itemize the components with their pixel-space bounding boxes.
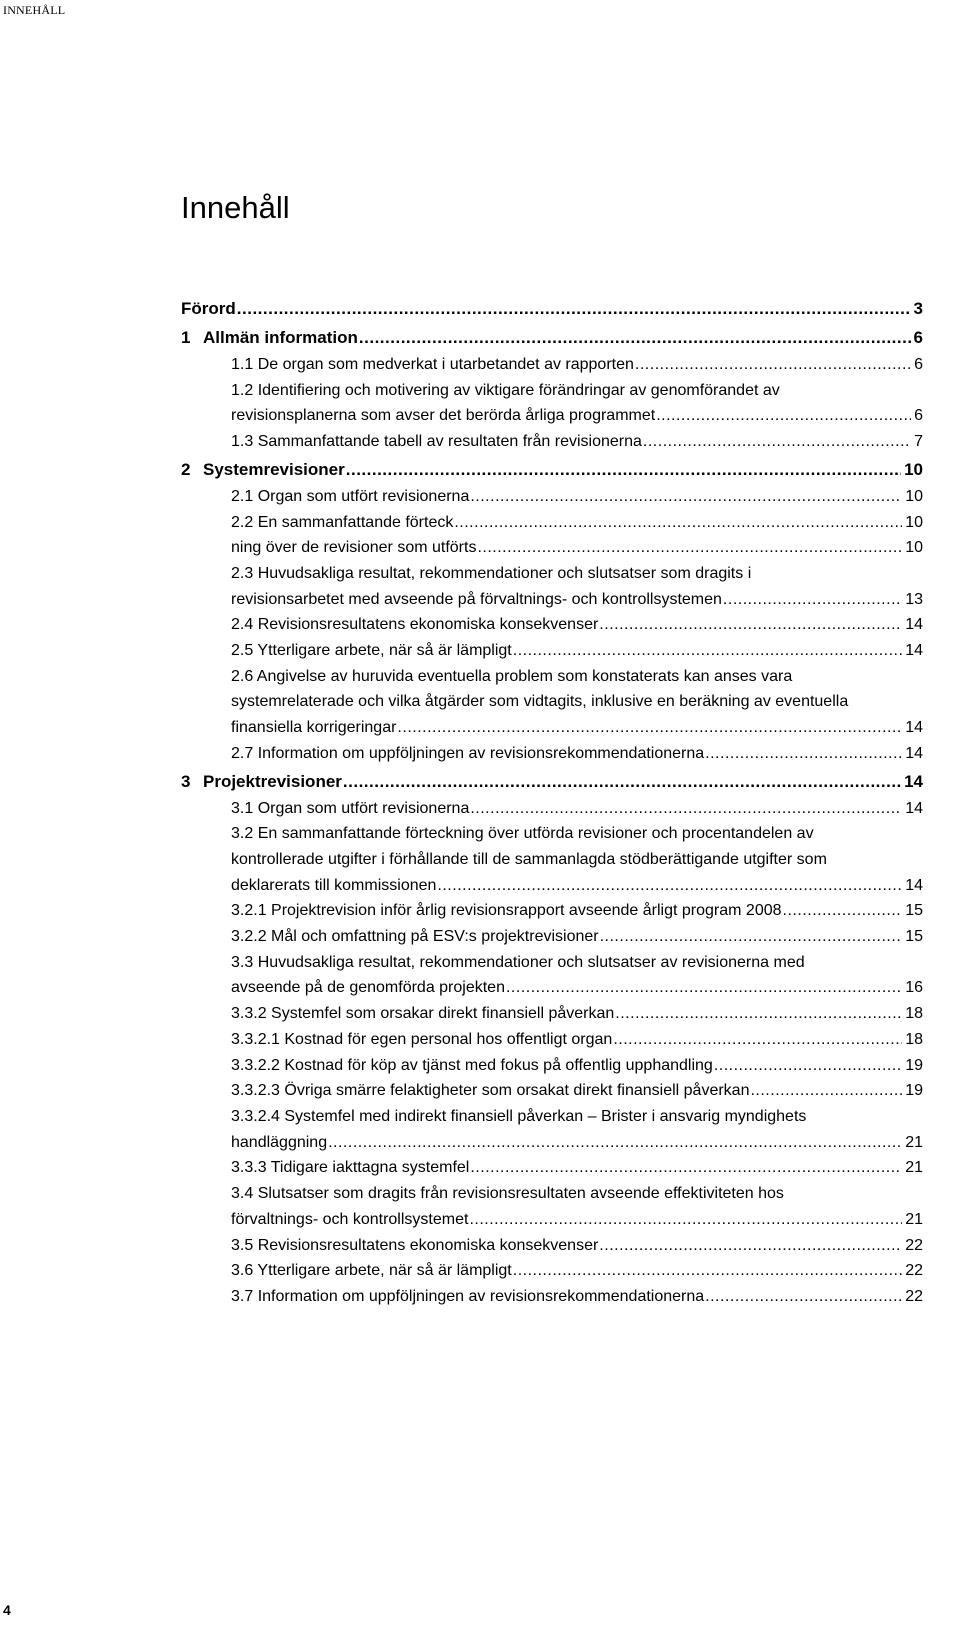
- dot-leader: [513, 638, 902, 664]
- toc-entry-title: [231, 535, 476, 561]
- toc-page-number: 6: [914, 356, 923, 373]
- dot-leader: [613, 1027, 902, 1053]
- toc-entry[interactable]: [181, 561, 923, 612]
- toc-entry-label: 3.5 Revisionsresultatens ekonomiska konsekvenser: [231, 1236, 599, 1254]
- toc-page-number: 14: [905, 642, 923, 660]
- toc-entry-title: [231, 796, 469, 822]
- toc-page-number: 16: [905, 979, 923, 997]
- toc-entry-text-line: 3.2 En sammanfattande förteckning över utförda revisioner och procentandelen av: [231, 825, 814, 843]
- dot-leader: [705, 741, 902, 767]
- toc-entry[interactable]: [181, 510, 923, 536]
- dot-leader: [237, 294, 911, 323]
- toc-entry[interactable]: [181, 352, 923, 378]
- dot-leader: [506, 975, 902, 1001]
- dot-leader: [723, 587, 902, 613]
- toc-page-number: 10: [905, 513, 923, 531]
- table-of-contents: [181, 294, 923, 1310]
- toc-entry-label: Allmän information: [203, 328, 358, 347]
- dot-leader: [600, 924, 903, 950]
- toc-entry-label: avseende på de genomförda projekten: [231, 979, 505, 997]
- toc-entry-title: [231, 1130, 327, 1156]
- toc-entry-label: 3.6 Ytterligare arbete, när så är lämpligt: [231, 1262, 512, 1280]
- toc-page-number: 7: [914, 433, 923, 451]
- toc-entry-title: [231, 1233, 598, 1259]
- toc-entry-label: Projektrevisioner: [203, 771, 342, 791]
- toc-entry-title: [231, 924, 599, 950]
- toc-entry[interactable]: [181, 767, 923, 796]
- toc-entry[interactable]: [181, 924, 923, 950]
- toc-page-number: 10: [904, 459, 923, 479]
- toc-entry-label: 3.2.2 Mål och omfattning på ESV:s projektrevisioner: [231, 928, 599, 946]
- toc-page-number: 22: [905, 1287, 923, 1305]
- toc-entry-title: [231, 1207, 468, 1233]
- toc-entry[interactable]: [181, 1027, 923, 1053]
- toc-entry[interactable]: [181, 1155, 923, 1181]
- toc-entry-title: [231, 715, 396, 741]
- toc-entry[interactable]: [181, 1181, 923, 1232]
- toc-entry-label: 3.1 Organ som utfört revisionerna: [231, 799, 470, 817]
- page-number: 4: [3, 1602, 11, 1618]
- dot-leader: [477, 535, 902, 561]
- page-title: Innehåll: [181, 190, 290, 225]
- toc-entry-label: 2.5 Ytterligare arbete, när så är lämpligt: [231, 642, 512, 660]
- toc-entry-title: [231, 1258, 512, 1284]
- toc-page-number: 18: [905, 1030, 923, 1048]
- dot-leader: [599, 1233, 902, 1259]
- toc-entry-title: [231, 898, 782, 924]
- toc-entry-title: [231, 612, 598, 638]
- toc-entry[interactable]: [181, 323, 923, 352]
- toc-entry-title: [231, 352, 634, 378]
- toc-entry-label: 2.1 Organ som utfört revisionerna: [231, 487, 470, 505]
- toc-entry-label: 3.2.1 Projektrevision inför årlig revisionsrapport avseende årligt program 2008: [231, 902, 782, 920]
- toc-entry-label: Förord: [181, 299, 236, 318]
- toc-section-number: 3: [181, 771, 191, 791]
- toc-page-number: 3: [913, 299, 923, 318]
- toc-entry-title: [231, 1053, 713, 1079]
- toc-entry-text-line: 2.3 Huvudsakliga resultat, rekommendationer och slutsatser som dragits i: [231, 564, 752, 582]
- running-header: INNEHÅLL: [3, 3, 66, 17]
- toc-entry-title: [181, 323, 358, 352]
- toc-entry-label: 2.4 Revisionsresultatens ekonomiska konsekvenser: [231, 616, 599, 634]
- toc-entry-title: [231, 1155, 469, 1181]
- toc-entry-label: 3.7 Information om uppföljningen av revisionsrekommendationerna: [231, 1287, 705, 1305]
- toc-entry-title: [231, 1078, 749, 1104]
- toc-entry[interactable]: [181, 294, 923, 323]
- dot-leader: [469, 1207, 902, 1233]
- toc-entry-label: 2.2 En sammanfattande förteck: [231, 513, 454, 531]
- toc-entry-title: [231, 741, 704, 767]
- toc-entry[interactable]: [181, 1104, 923, 1155]
- toc-page-number: 15: [905, 902, 923, 920]
- dot-leader: [635, 352, 911, 378]
- dot-leader: [513, 1258, 902, 1284]
- dot-leader: [705, 1284, 902, 1310]
- toc-page-number: 10: [905, 539, 923, 557]
- toc-entry-label: 3.3.3 Tidigare iakttagna systemfel: [231, 1159, 470, 1177]
- toc-page-number: 18: [905, 1005, 923, 1023]
- toc-entry-label: handläggning: [231, 1133, 328, 1151]
- toc-entry[interactable]: [181, 796, 923, 822]
- toc-entry-label: ning över de revisioner som utförts: [231, 539, 477, 557]
- toc-section-number: 2: [181, 459, 191, 479]
- dot-leader: [470, 796, 902, 822]
- toc-entry[interactable]: [181, 429, 923, 455]
- dot-leader: [599, 612, 902, 638]
- toc-entry-label: 3.3.2.1 Kostnad för egen personal hos offentligt organ: [231, 1030, 613, 1048]
- toc-entry[interactable]: [181, 1258, 923, 1284]
- toc-entry-label: 3.3.2.3 Övriga smärre felaktigheter som orsakat direkt finansiell påverkan: [231, 1082, 750, 1100]
- toc-entry-title: [181, 767, 342, 796]
- toc-entry[interactable]: [181, 1001, 923, 1027]
- toc-entry-label: deklarerats till kommissionen: [231, 876, 437, 894]
- toc-entry-label: revisionsarbetet med avseende på förvaltnings- och kontrollsystemen: [231, 590, 722, 608]
- toc-page-number: 6: [913, 328, 923, 347]
- toc-entry-title: [181, 455, 345, 484]
- toc-entry-text-line: 3.3.2.4 Systemfel med indirekt finansiell påverkan – Brister i ansvarig myndighets: [231, 1107, 807, 1125]
- toc-page-number: 13: [905, 590, 923, 608]
- dot-leader: [397, 715, 902, 741]
- toc-entry[interactable]: [181, 1233, 923, 1259]
- toc-entry-title: [231, 484, 469, 510]
- dot-leader: [470, 484, 902, 510]
- toc-page-number: 14: [905, 616, 923, 634]
- toc-entry-label: förvaltnings- och kontrollsystemet: [231, 1210, 469, 1228]
- toc-page-number: 14: [905, 876, 923, 894]
- dot-leader: [437, 873, 902, 899]
- toc-page-number: 10: [905, 487, 923, 505]
- toc-entry-text-line: 3.4 Slutsatser som dragits från revisionsresultaten avseende effektiviteten hos: [231, 1185, 784, 1203]
- toc-entry-label: 1.3 Sammanfattande tabell av resultaten från revisionerna: [231, 433, 642, 451]
- toc-page-number: 15: [905, 928, 923, 946]
- toc-entry[interactable]: [181, 664, 923, 741]
- toc-entry-label: Systemrevisioner: [203, 459, 345, 479]
- toc-page-number: 22: [905, 1262, 923, 1280]
- toc-entry-title: [231, 587, 722, 613]
- toc-entry-title: [231, 510, 453, 536]
- toc-page-number: 14: [904, 771, 923, 791]
- toc-page-number: 21: [905, 1210, 923, 1228]
- dot-leader: [656, 403, 911, 429]
- toc-page-number: 21: [905, 1159, 923, 1177]
- toc-entry[interactable]: [181, 378, 923, 429]
- toc-page-number: 14: [905, 719, 923, 737]
- toc-entry[interactable]: [181, 535, 923, 561]
- toc-page-number: 19: [905, 1056, 923, 1074]
- toc-page-number: 21: [905, 1133, 923, 1151]
- toc-page-number: 19: [905, 1082, 923, 1100]
- toc-entry-title: [231, 429, 642, 455]
- dot-leader: [470, 1155, 902, 1181]
- dot-leader: [359, 323, 911, 352]
- dot-leader: [714, 1053, 902, 1079]
- toc-page-number: 14: [905, 744, 923, 762]
- toc-entry-title: [231, 1027, 612, 1053]
- toc-entry[interactable]: [181, 638, 923, 664]
- toc-entry[interactable]: [181, 612, 923, 638]
- dot-leader: [643, 429, 911, 455]
- toc-page-number: 14: [905, 799, 923, 817]
- toc-entry-title: [231, 873, 436, 899]
- toc-page-number: 6: [914, 407, 923, 425]
- toc-entry-title: [181, 294, 236, 323]
- dot-leader: [343, 767, 901, 796]
- toc-entry-title: [231, 1284, 704, 1310]
- toc-section-number: 1: [181, 328, 191, 347]
- toc-entry-label: finansiella korrigeringar: [231, 719, 397, 737]
- toc-entry[interactable]: [181, 455, 923, 484]
- toc-entry-text-line: kontrollerade utgifter i förhållande till de sammanlagda stödberättigande utgifter som: [231, 850, 827, 868]
- toc-entry-text-line: systemrelaterade och vilka åtgärder som vidtagits, inklusive en beräkning av eventuella: [231, 693, 849, 711]
- toc-entry-title: [231, 975, 505, 1001]
- toc-entry[interactable]: [181, 1284, 923, 1310]
- toc-entry-title: [231, 1001, 614, 1027]
- toc-entry-label: 3.3.2.2 Kostnad för köp av tjänst med fokus på offentlig upphandling: [231, 1056, 713, 1074]
- toc-entry[interactable]: [181, 898, 923, 924]
- toc-entry[interactable]: [181, 484, 923, 510]
- toc-entry[interactable]: [181, 1078, 923, 1104]
- toc-page-number: 22: [905, 1236, 923, 1254]
- dot-leader: [750, 1078, 902, 1104]
- dot-leader: [454, 510, 902, 536]
- dot-leader: [346, 455, 901, 484]
- toc-entry-text-line: 1.2 Identifiering och motivering av viktigare förändringar av genomförandet av: [231, 381, 780, 399]
- toc-entry-title: [231, 638, 512, 664]
- toc-entry-label: 1.1 De organ som medverkat i utarbetandet av rapporten: [231, 356, 634, 373]
- toc-entry-label: 3.3.2 Systemfel som orsakar direkt finansiell påverkan: [231, 1005, 615, 1023]
- toc-entry-label: 2.7 Information om uppföljningen av revisionsrekommendationerna: [231, 744, 705, 762]
- toc-entry-text-line: 3.3 Huvudsakliga resultat, rekommendationer och slutsatser av revisionerna med: [231, 953, 805, 971]
- dot-leader: [783, 898, 903, 924]
- toc-entry[interactable]: [181, 821, 923, 898]
- toc-entry-title: [231, 403, 655, 429]
- toc-entry[interactable]: [181, 1053, 923, 1079]
- toc-entry-text-line: 2.6 Angivelse av huruvida eventuella problem som konstaterats kan anses vara: [231, 667, 793, 685]
- dot-leader: [615, 1001, 902, 1027]
- dot-leader: [328, 1130, 902, 1156]
- toc-entry-label: revisionsplanerna som avser det berörda årliga programmet: [231, 407, 656, 425]
- toc-entry[interactable]: [181, 950, 923, 1001]
- toc-entry[interactable]: [181, 741, 923, 767]
